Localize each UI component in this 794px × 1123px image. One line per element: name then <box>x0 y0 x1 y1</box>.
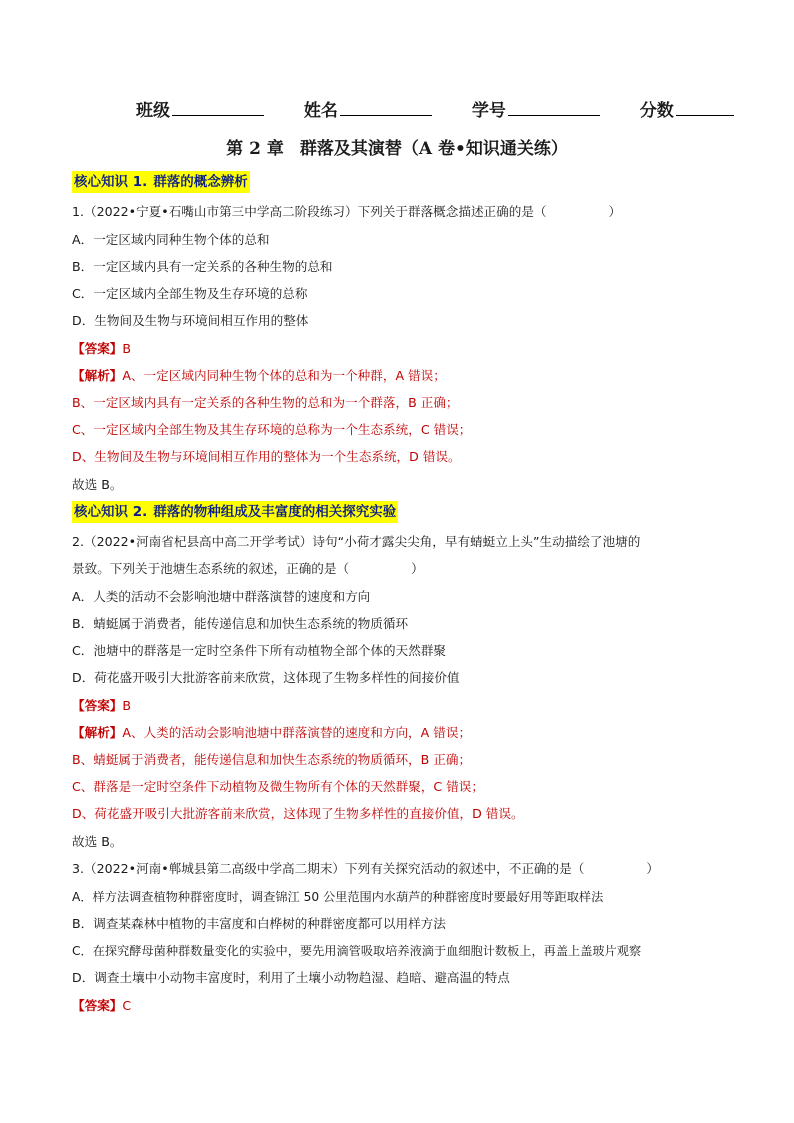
question-3-stem: 3.（2022•河南•郸城县第二高级中学高二期末）下列有关探究活动的叙述中，不正确的是（ ） <box>72 861 659 876</box>
question-1-option-c: C．一定区域内全部生物及生存环境的总称 <box>72 286 308 301</box>
question-2-conclusion: 故选 B。 <box>72 834 123 849</box>
question-1-analysis-a: 【解析】A、一定区域内同种生物个体的总和为一个种群，A 错误； <box>72 368 446 383</box>
question-2-analysis-a: 【解析】A、人类的活动会影响池塘中群落演替的速度和方向，A 错误； <box>72 725 472 740</box>
question-2-stem-line-1: 2.（2022•河南省杞县高中高二开学考试）诗句“小荷才露尖尖角，早有蜻蜓立上头”生动描绘了池塘的 <box>72 534 641 549</box>
question-3-option-a: A．样方法调查植物种群密度时，调查锦江 50 公里范围内水葫芦的种群密度时要最好用等距取样法 <box>72 890 604 904</box>
score-blank <box>676 99 734 116</box>
question-1-option-b: B．一定区域内具有一定关系的各种生物的总和 <box>72 259 333 274</box>
question-1-stem: 1.（2022•宁夏•石嘴山市第三中学高二阶段练习）下列关于群落概念描述正确的是（ ） <box>72 204 622 219</box>
id-blank <box>508 99 600 116</box>
question-2-option-d: D．荷花盛开吸引大批游客前来欣赏，这体现了生物多样性的间接价值 <box>72 670 460 685</box>
student-info-header <box>136 96 734 121</box>
section-heading-2: 核心知识 2. 群落的物种组成及丰富度的相关探究实验 <box>72 501 398 523</box>
student-id-field: 学号 <box>472 96 600 121</box>
question-3-option-d: D．调查土壤中小动物丰富度时，利用了土壤小动物趋湿、趋暗、避高温的特点 <box>72 970 510 985</box>
question-1-analysis-b: B、一定区域内具有一定关系的各种生物的总和为一个群落，B 正确； <box>72 395 459 410</box>
question-2-analysis-c: C、群落是一定时空条件下动植物及微生物所有个体的天然群聚，C 错误； <box>72 779 484 794</box>
question-2-analysis-d: D、荷花盛开吸引大批游客前来欣赏，这体现了生物多样性的直接价值，D 错误。 <box>72 806 524 821</box>
question-1-option-a: A．一定区域内同种生物个体的总和 <box>72 232 270 247</box>
score-field: 分数 <box>640 96 734 121</box>
name-blank <box>340 99 432 116</box>
question-2-stem-line-2: 景致。下列关于池塘生态系统的叙述，正确的是（ ） <box>72 561 424 576</box>
question-1-conclusion: 故选 B。 <box>72 477 123 492</box>
question-1-analysis-c: C、一定区域内全部生物及其生存环境的总称为一个生态系统，C 错误； <box>72 422 472 437</box>
question-1-analysis-d: D、生物间及生物与环境间相互作用的整体为一个生态系统，D 错误。 <box>72 449 461 464</box>
question-2-option-b: B．蜻蜓属于消费者，能传递信息和加快生态系统的物质循环 <box>72 616 409 631</box>
question-3-option-c: C．在探究酵母菌种群数量变化的实验中，要先用滴管吸取培养液滴于血细胞计数板上，再盖上盖玻片观察 <box>72 944 642 958</box>
question-3-option-b: B．调查某森林中植物的丰富度和白桦树的种群密度都可以用样方法 <box>72 916 446 931</box>
name-field: 姓名 <box>304 96 432 121</box>
question-2-answer: 【答案】B <box>72 698 132 713</box>
question-2-option-c: C．池塘中的群落是一定时空条件下所有动植物全部个体的天然群聚 <box>72 643 447 658</box>
class-blank <box>172 99 264 116</box>
page-title: 第 2 章 群落及其演替（A 卷•知识通关练） <box>226 139 568 159</box>
question-2-analysis-b: B、蜻蜓属于消费者，能传递信息和加快生态系统的物质循环，B 正确； <box>72 752 472 767</box>
question-1-option-d: D．生物间及生物与环境间相互作用的整体 <box>72 313 309 328</box>
question-1-answer: 【答案】B <box>72 341 132 356</box>
section-heading-1: 核心知识 1. 群落的概念辨析 <box>72 171 250 193</box>
class-field: 班级 <box>136 96 264 121</box>
question-2-option-a: A．人类的活动不会影响池塘中群落演替的速度和方向 <box>72 589 371 604</box>
question-3-answer: 【答案】C <box>72 998 132 1013</box>
